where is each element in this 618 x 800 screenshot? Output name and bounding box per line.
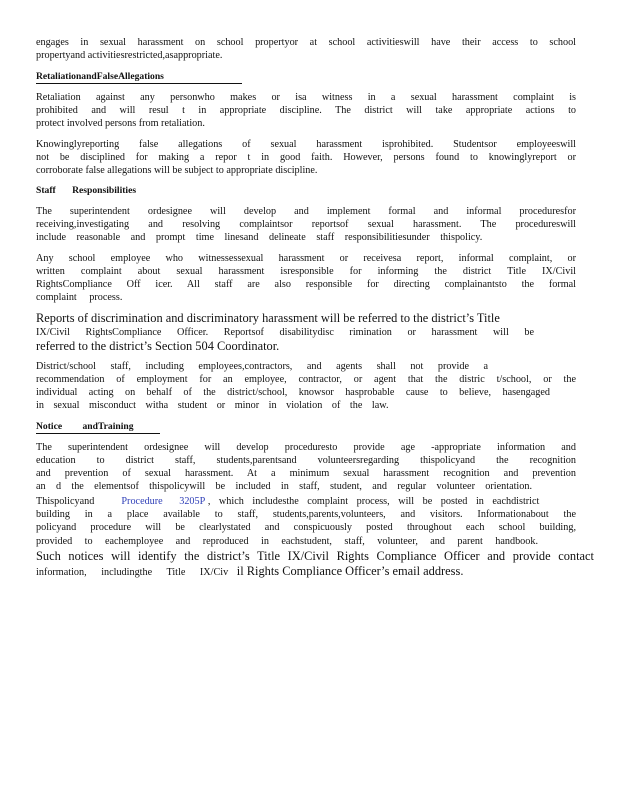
notice-line-3: and prevention of sexual harassment. At a minimum sexual harassment recognition and prevention <box>36 468 576 479</box>
heading-underline <box>36 433 160 434</box>
notice-line-8: provided to eachemployee and reproduced in eachstudent, staff, volunteer, and parent handbook. <box>36 536 538 547</box>
staff-p4-line-4: in sexual misconduct witha student or minor in violation of the law. <box>36 400 389 411</box>
notice-line-5-post: , which includesthe complaint process, will be posted in eachdistrict <box>207 496 540 507</box>
retaliation-p2-line-1: Knowinglyreporting false allegations of sexual harassment isprohibited. Studentsor employeeswill <box>36 139 576 150</box>
notice-line-4: an d the elementsof thispolicywill be included in staff, student, and regular volunteer orientation. <box>36 481 532 492</box>
staff-p1-line-1: The superintendent ordesignee will develop and implement formal and informal proceduresfor <box>36 206 576 217</box>
notice-final-line-2 <box>36 564 496 579</box>
notice-final-line-2-b: il Rights Compliance Officer’s email address. <box>236 564 464 578</box>
retaliation-p1-line-3: protect involved persons from retaliation. <box>36 118 205 129</box>
heading-staff-responsibilities: Staff Responsibilities <box>36 185 137 196</box>
staff-p1-line-3: include reasonable and prompt time linesand delineate staff responsibilitiesunder thispolicy. <box>36 232 483 243</box>
notice-final-line-2-a: information, includingthe Title IX/Civ <box>36 567 229 578</box>
staff-p2-line-4: complaint process. <box>36 292 123 303</box>
staff-p2-line-3: RightsCompliance Off icer. All staff are also responsible for directing complainantsto the formal <box>36 279 576 290</box>
staff-p3-line-1: Reports of discrimination and discriminatory harassment will be referred to the district’s Title <box>36 311 500 325</box>
staff-p4-line-3: individual acting on behalf of the district/school, knowsor hasprobable cause to believe, hasengaged <box>36 387 550 398</box>
staff-p3-line-2: IX/Civil RightsCompliance Officer. Reportsof disabilitydisc rimination or harassment will be <box>36 327 534 338</box>
notice-line-1: The superintendent ordesignee will develop proceduresto provide age -appropriate information and <box>36 442 576 453</box>
notice-line-2: education to district staff, students,parentsand volunteersregarding thispolicyand the recognition <box>36 455 576 466</box>
staff-p2-line-2: written complaint about sexual harassment isresponsible for informing the district Title IX/Civil <box>36 266 576 277</box>
staff-p3-line-3: referred to the district’s Section 504 Coordinator. <box>36 339 280 353</box>
staff-p4-line-1: District/school staff, including employees,contractors, and agents shall not provide a <box>36 361 488 372</box>
notice-line-7: policyand procedure will be clearlystated and conspicuously posted throughout each school building, <box>36 522 576 533</box>
retaliation-p2-line-3: corroborate false allegations will be subject to appropriate discipline. <box>36 165 318 176</box>
staff-p2-line-1: Any school employee who witnessessexual harassment or receivesa report, informal complaint, or <box>36 253 576 264</box>
notice-line-6: building in a place available to staff, students,parents,volunteers, and visitors. Informationabout the <box>36 509 576 520</box>
retaliation-p1-line-2: prohibited and will resul t in appropriate discipline. The district will take appropriate actions to <box>36 105 576 116</box>
retaliation-p2-line-2: not be disciplined for making a repor t in good faith. However, persons found to knowinglyreport or <box>36 152 576 163</box>
notice-line-5 <box>36 495 576 508</box>
heading-notice-training: Notice andTraining <box>36 421 134 432</box>
notice-final-line-1: Such notices will identify the district’s Title IX/Civil Rights Compliance Officer and provide contact <box>36 549 594 563</box>
intro-line-1: engages in sexual harassment on school propertyor at school activitieswill have their access to school <box>36 37 576 48</box>
notice-line-5-pre: Thispolicyand <box>36 496 95 507</box>
retaliation-p1-line-1: Retaliation against any personwho makes or isa witness in a sexual harassment complaint is <box>36 92 576 103</box>
heading-retaliation: RetaliationandFalseAllegations <box>36 71 164 82</box>
procedure-link[interactable]: Procedure 3205P <box>121 496 206 507</box>
staff-p1-line-2: receiving,investigating and resolving complaintsor reportsof sexual harassment. The procedureswill <box>36 219 576 230</box>
heading-underline <box>36 83 242 84</box>
intro-line-2: propertyand activitiesrestricted,asappropriate. <box>36 50 223 61</box>
staff-p4-line-2: recommendation of employment for an employee, contractor, or agent that the distric t/school, or the <box>36 374 576 385</box>
